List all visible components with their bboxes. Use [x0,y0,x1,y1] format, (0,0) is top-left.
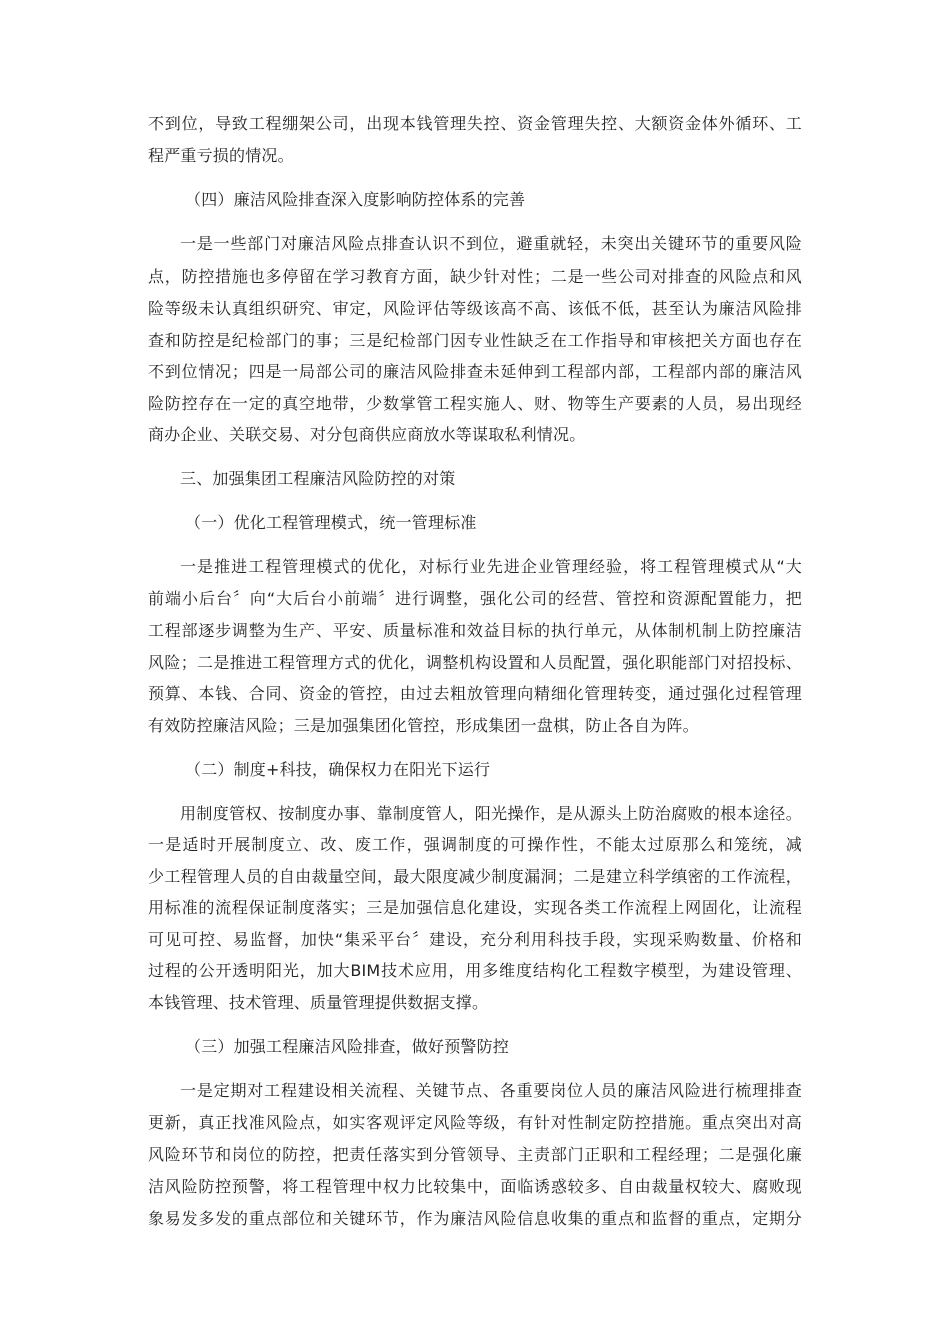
paragraph-line: 少工程管理人员的自由裁量空间，最大限度减少制度漏洞；二是建立科学缜密的工作流程， [148,867,802,886]
paragraph-line: 不到位情况；四是一局部公司的廉洁风险排查未延伸到工程部内部，工程部内部的廉洁风 [148,362,802,381]
paragraph-line: 不到位，导致工程绷架公司，出现本钱管理失控、资金管理失控、大额资金体外循环、工 [148,114,802,133]
paragraph-line: 商办企业、关联交易、对分包商供应商放水等谋取私利情况。 [148,425,586,444]
paragraph-line: 本钱管理、技术管理、质量管理提供数据支撑。 [148,993,489,1012]
section-heading: （二）制度+科技，确保权力在阳光下运行 [185,760,491,779]
paragraph-line: 一是适时开展制度立、改、废工作，强调制度的可操作性，不能太过原那么和笼统，减 [148,835,802,854]
section-heading: 三、加强集团工程廉洁风险防控的对策 [180,469,456,488]
paragraph-line: 象易发多发的重点部位和关键环节，作为廉洁风险信息收集的重点和监督的重点，定期分 [148,1209,802,1228]
paragraph-line: 前端小后台〞向“大后台小前端〞进行调整，强化公司的经营、管控和资源配置能力，把 [148,589,802,608]
section-heading: （四）廉洁风险排查深入度影响防控体系的完善 [185,190,526,209]
paragraph-line: 风险环节和岗位的防控，把责任落实到分管领导、主责部门正职和工程经理；二是强化廉 [148,1145,802,1164]
paragraph-line: 险防控存在一定的真空地带，少数掌管工程实施人、财、物等生产要素的人员，易出现经 [148,394,802,413]
paragraph-line: 用制度管权、按制度办事、靠制度管人，阳光操作，是从源头上防治腐败的根本途径。 [180,804,802,823]
paragraph-line: 一是一些部门对廉洁风险点排查认识不到位，避重就轻，未突出关键环节的重要风险 [180,234,802,253]
paragraph-line: 程严重亏损的情况。 [148,146,294,165]
paragraph-line: 工程部逐步调整为生产、平安、质量标准和效益目标的执行单元，从体制机制上防控廉洁 [148,621,802,640]
paragraph-line: 查和防控是纪检部门的事；三是纪检部门因专业性缺乏在工作指导和审核把关方面也存在 [148,331,802,350]
paragraph-line: 过程的公开透明阳光，加大BIM技术应用，用多维度结构化工程数字模型，为建设管理、 [148,961,802,980]
paragraph-line: 有效防控廉洁风险；三是加强集团化管控，形成集团一盘棋，防止各自为阵。 [148,716,699,735]
section-heading: （三）加强工程廉洁风险排查，做好预警防控 [185,1037,510,1056]
paragraph-line: 预算、本钱、合同、资金的管控，由过去粗放管理向精细化管理转变，通过强化过程管理 [148,684,802,703]
paragraph-line: 一是推进工程管理模式的优化，对标行业先进企业管理经验，将工程管理模式从“大 [180,557,802,576]
paragraph-line: 风险；二是推进工程管理方式的优化，调整机构设置和人员配置，强化职能部门对招投标、 [148,653,802,672]
paragraph-line: 可见可控、易监督，加快“集采平台〞建设，充分利用科技手段，实现采购数量、价格和 [148,930,802,949]
paragraph-line: 险等级未认真组织研究、审定，风险评估等级该高不高、该低不低，甚至认为廉洁风险排 [148,299,802,318]
paragraph-line: 用标准的流程保证制度落实；三是加强信息化建设，实现各类工作流程上网固化，让流程 [148,898,802,917]
paragraph-line: 点，防控措施也多停留在学习教育方面，缺少针对性；二是一些公司对排查的风险点和风 [148,267,802,286]
paragraph-line: 洁风险防控预警，将工程管理中权力比较集中，面临诱惑较多、自由裁量权较大、腐败现 [148,1177,802,1196]
section-heading: （一）优化工程管理模式，统一管理标准 [185,513,477,532]
paragraph-line: 一是定期对工程建设相关流程、关键节点、各重要岗位人员的廉洁风险进行梳理排查 [180,1081,802,1100]
paragraph-line: 更新，真正找准风险点，如实客观评定风险等级，有针对性制定防控措施。重点突出对高 [148,1113,802,1132]
